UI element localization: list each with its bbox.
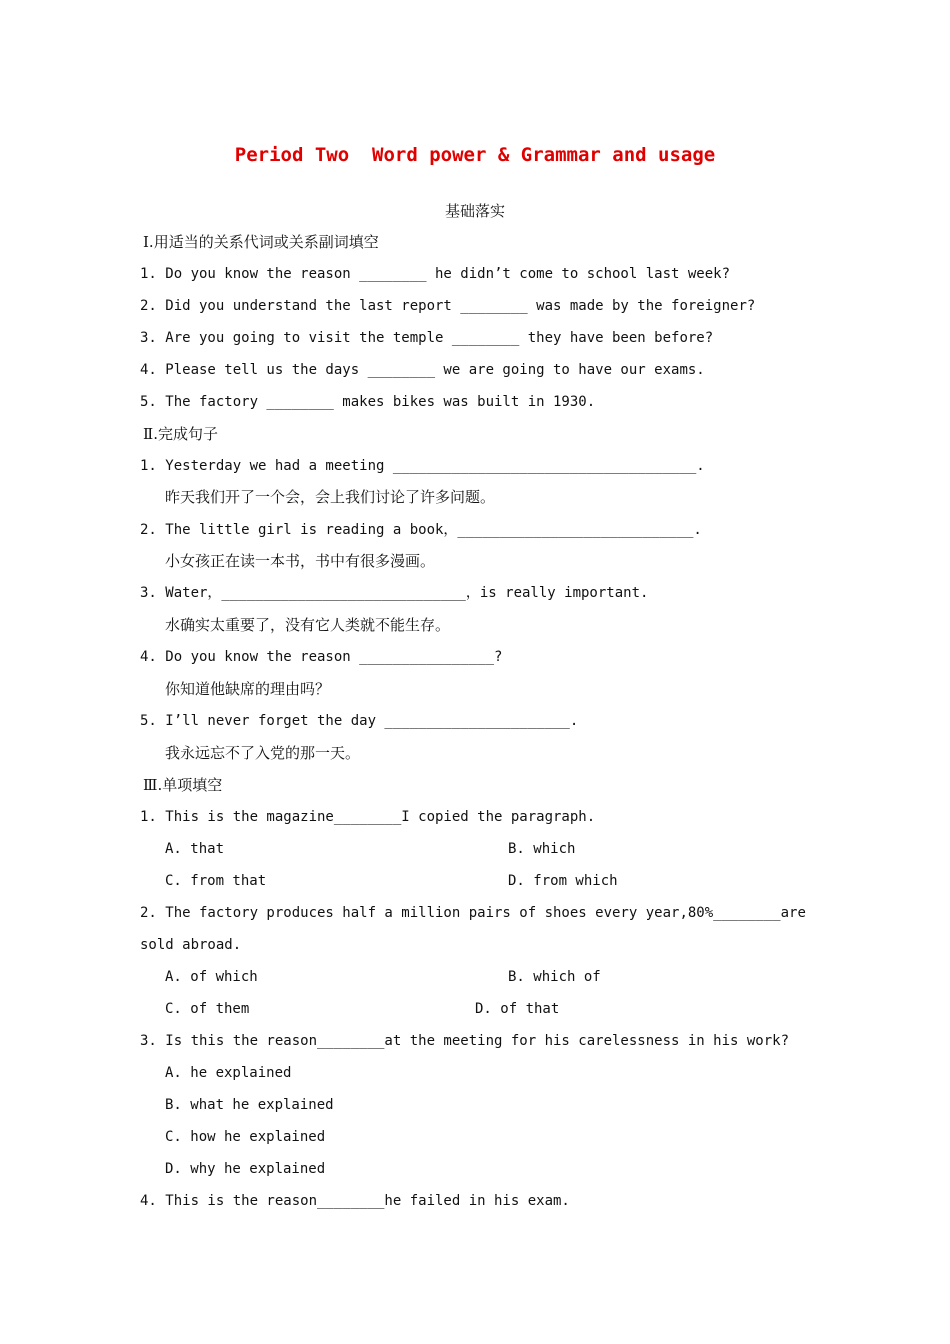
s2-item-5-en: 5. I’ll never forget the day ______________________. [140, 713, 579, 729]
q3-option-d: D. why he explained [165, 1161, 326, 1177]
section-3-heading: Ⅲ.单项填空 [143, 776, 223, 794]
q2-option-b: B. which of [508, 969, 601, 985]
q1-option-a: A. that [165, 841, 225, 857]
section-subtitle: 基础落实 [444, 202, 505, 220]
s1-item-4: 4. Please tell us the days ________ we are going to have our exams. [140, 362, 705, 378]
q1-option-d: D. from which [508, 873, 618, 889]
s2-item-1-en: 1. Yesterday we had a meeting ____________________________________. [140, 458, 705, 474]
q3-option-c: C. how he explained [165, 1129, 326, 1145]
s2-item-3-en: 3. Water，_____________________________，is really important. [140, 585, 649, 601]
s2-item-4-zh: 你知道他缺席的理由吗？ [165, 680, 331, 698]
page-title: Period Two Word power & Grammar and usage [234, 144, 716, 166]
s2-item-4-en: 4. Do you know the reason ________________? [140, 649, 503, 665]
q3-option-b: B. what he explained [165, 1097, 334, 1113]
q3-option-a: A. he explained [165, 1065, 292, 1081]
s2-item-1-zh: 昨天我们开了一个会，会上我们讨论了许多问题。 [165, 488, 496, 506]
s2-item-5-zh: 我永远忘不了入党的那一天。 [165, 744, 361, 762]
s1-item-1: 1. Do you know the reason ________ he didn’t come to school last week? [140, 266, 731, 282]
q2-option-d: D. of that [475, 1001, 560, 1017]
q3-stem: 3. Is this the reason________at the meeting for his carelessness in his work? [140, 1033, 790, 1049]
section-1-heading: Ⅰ.用适当的关系代词或关系副词填空 [143, 233, 379, 251]
q2-stem-cont: sold abroad. [140, 937, 242, 953]
s1-item-2: 2. Did you understand the last report ________ was made by the foreigner? [140, 298, 756, 314]
q4-stem: 4. This is the reason________he failed in his exam. [140, 1193, 570, 1209]
q1-stem: 1. This is the magazine________I copied the paragraph. [140, 809, 596, 825]
s2-item-3-zh: 水确实太重要了，没有它人类就不能生存。 [165, 616, 451, 634]
q2-option-a: A. of which [165, 969, 258, 985]
s2-item-2-en: 2. The little girl is reading a book，____________________________. [140, 522, 702, 538]
s2-item-2-zh: 小女孩正在读一本书，书中有很多漫画。 [165, 552, 436, 570]
s1-item-3: 3. Are you going to visit the temple ________ they have been before? [140, 330, 714, 346]
q2-option-c: C. of them [165, 1001, 250, 1017]
q1-option-b: B. which [508, 841, 576, 857]
q2-stem: 2. The factory produces half a million pairs of shoes every year,80%________are [140, 905, 806, 921]
s1-item-5: 5. The factory ________ makes bikes was built in 1930. [140, 394, 596, 410]
q1-option-c: C. from that [165, 873, 267, 889]
section-2-heading: Ⅱ.完成句子 [143, 425, 218, 443]
